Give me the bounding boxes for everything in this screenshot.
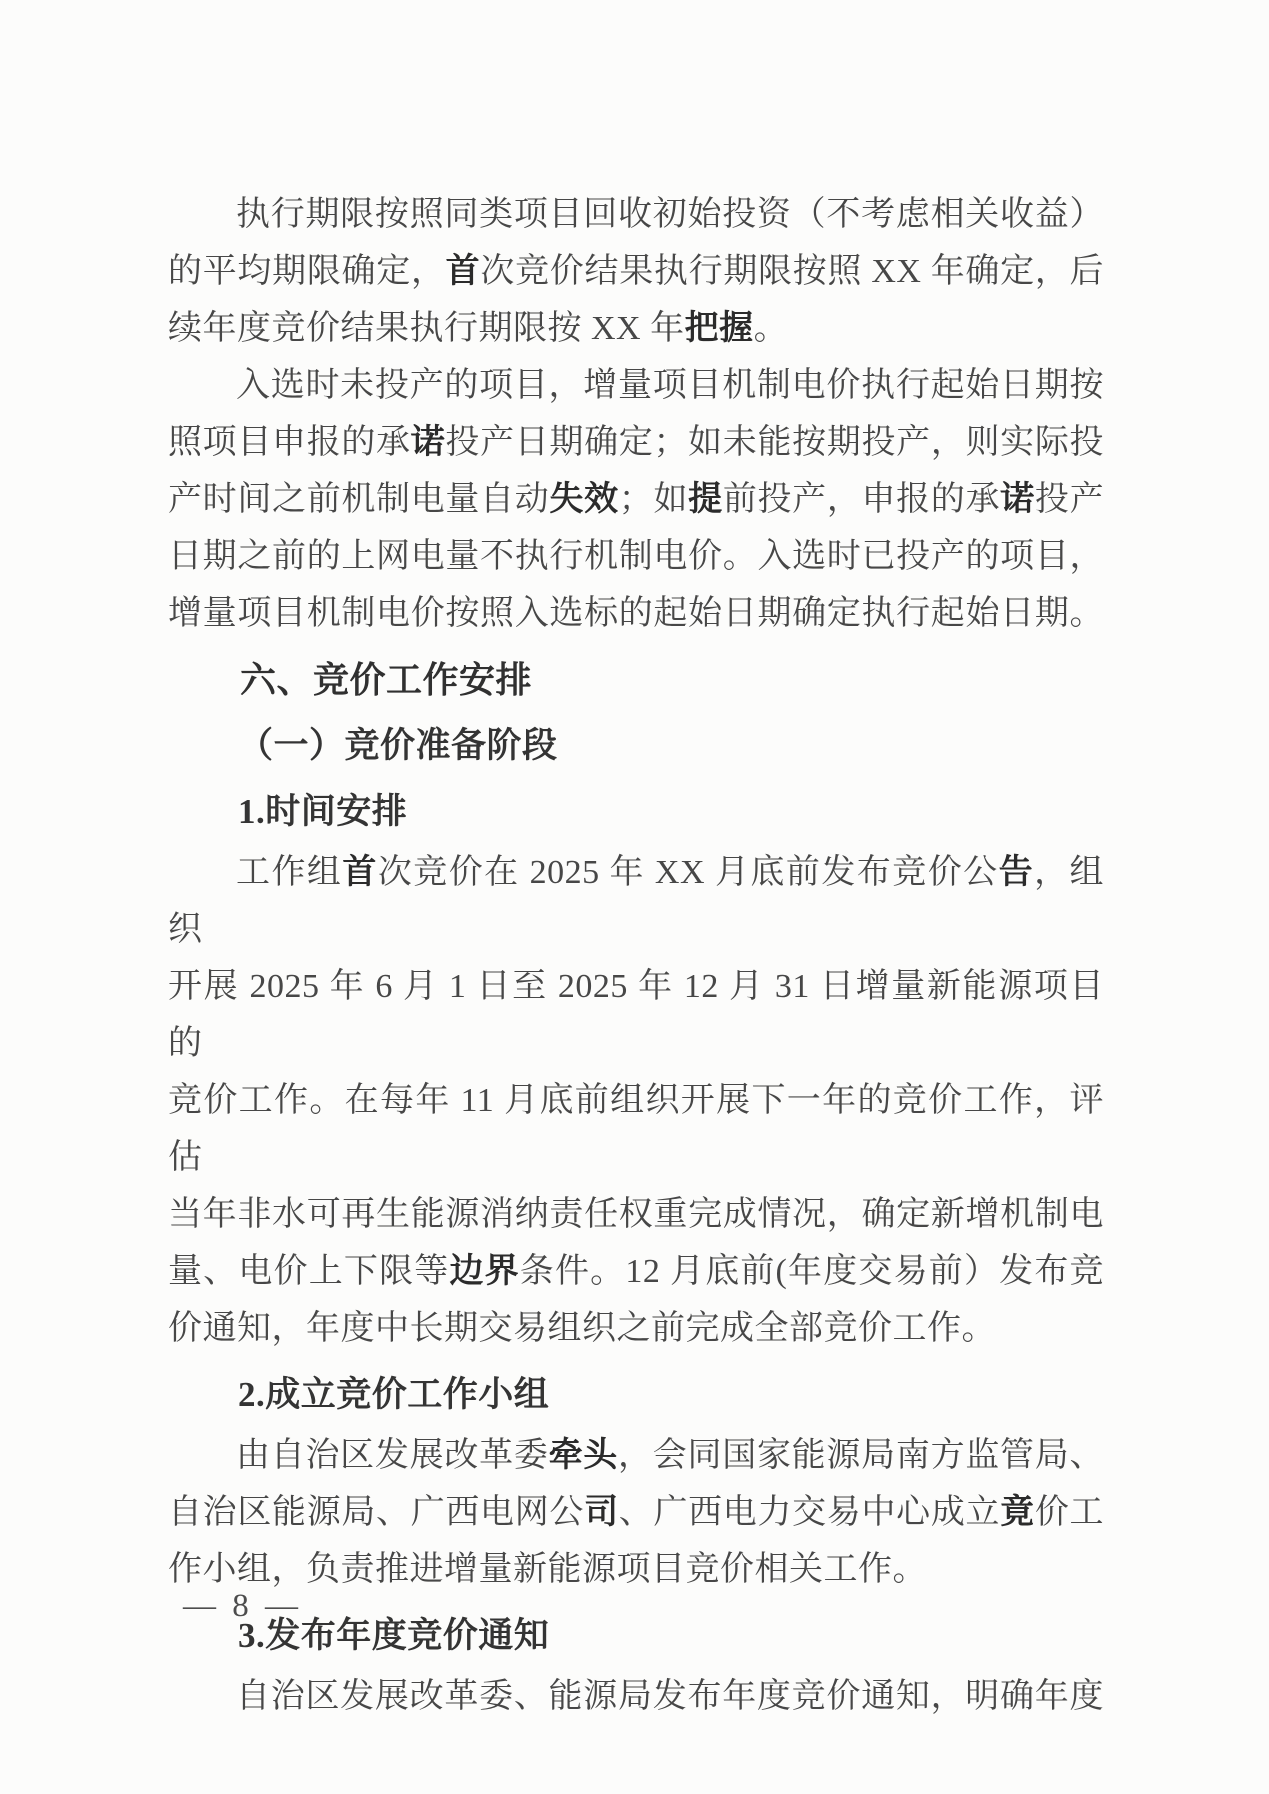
bold-text: 牵头 (548, 1436, 619, 1474)
body-text: 六、竞价工作安排 (240, 659, 533, 700)
page-number: — 8 — (183, 1588, 302, 1624)
bold-text: 竟 (1000, 1493, 1035, 1531)
bold-text: 司 (584, 1493, 619, 1531)
body-text: 自治区能源局、广西电网公 (168, 1494, 585, 1531)
bold-text: 首 (445, 252, 481, 290)
text-line (168, 844, 1104, 958)
body-text: 增量项目机制电价按照入选标的起始日期确定执行起始日期。 (168, 595, 1104, 632)
body-text: 作小组，负责推进增量新能源项目竞价相关工作。 (168, 1551, 927, 1588)
paragraph-annual-notice (168, 1668, 1104, 1725)
text-line (168, 717, 1104, 774)
text-line (168, 357, 1104, 414)
text-line (168, 1300, 1104, 1357)
body-text: ；如 (618, 481, 689, 518)
body-text: 1.时间安排 (238, 792, 408, 831)
text-line (168, 1541, 1104, 1598)
text-line (168, 1607, 1104, 1664)
text-line (168, 1186, 1104, 1243)
text-line (168, 471, 1104, 528)
body-text: （一）竞价准备阶段 (238, 726, 558, 765)
body-text: 执行期限按照同类项目回收初始投资（不考虑相关收益） (236, 196, 1104, 233)
body-text: 次竞价在 2025 年 XX 月底前发布竞价公 (377, 854, 999, 891)
body-text: 工作组 (236, 854, 343, 891)
bold-text: 诺 (1000, 480, 1035, 518)
body-text: 条件。12 月底前(年度交易前）发布竞 (519, 1253, 1104, 1290)
text-line (168, 585, 1104, 642)
body-text: 当年非水可再生能源消纳责任权重完成情况，确定新增机制电 (168, 1196, 1104, 1233)
text-line (168, 186, 1104, 243)
body-text: 竞价工作。在每年 11 月底前组织开展下一年的竞价工作，评估 (168, 1082, 1104, 1176)
paragraph-start-date (168, 357, 1104, 642)
item-heading-3 (168, 1607, 1104, 1664)
body-text: 的平均期限确定， (168, 253, 446, 290)
paragraph-working-group (168, 1427, 1104, 1598)
body-text: 。 (753, 310, 789, 347)
body-text: 入选时未投产的项目，增量项目机制电价执行起始日期按 (236, 367, 1104, 404)
body-text: 照项目申报的承 (168, 424, 411, 461)
bold-text: 诺 (410, 423, 446, 461)
text-line (168, 651, 1104, 708)
body-text: 由自治区发展改革委 (236, 1437, 549, 1474)
body-text: 次竞价结果执行期限按照 XX 年确定，后 (480, 253, 1105, 290)
text-line (168, 243, 1104, 300)
text-line (168, 1427, 1104, 1484)
text-line (168, 1366, 1104, 1423)
body-text: 日期之前的上网电量不执行机制电价。入选时已投产的项目， (168, 538, 1104, 575)
body-text: 价工 (1034, 1494, 1105, 1531)
body-text: 续年度竞价结果执行期限按 XX 年 (168, 310, 685, 347)
subsection-heading-1 (168, 717, 1104, 774)
bold-text: 失效 (549, 480, 619, 518)
paragraph-execution-period (168, 186, 1104, 357)
body-text: 、广西电力交易中心成立 (618, 1494, 1001, 1531)
paragraph-time-arrangement (168, 844, 1104, 1357)
body-text: 量、电价上下限等 (168, 1253, 450, 1290)
body-text: ，会同国家能源局南方监管局、 (618, 1437, 1105, 1474)
body-text: 前投产，申报的承 (722, 481, 1001, 518)
bold-text: 边界 (449, 1252, 520, 1290)
text-line (168, 528, 1104, 585)
text-line (168, 783, 1104, 840)
body-text: 开展 2025 年 6 月 1 日至 2025 年 12 月 31 日增量新能源项目的 (168, 968, 1104, 1062)
bold-text: 首 (342, 853, 378, 891)
text-line (168, 414, 1104, 471)
body-text: 价通知，年度中长期交易组织之前完成全部竞价工作。 (168, 1310, 996, 1347)
text-line (168, 300, 1104, 357)
body-text: 产时间之前机制电量自动 (168, 481, 550, 518)
body-text: 投产日期确定；如未能按期投产，则实际投 (445, 424, 1105, 461)
section-heading-6 (168, 651, 1104, 708)
body-text: 自治区发展改革委、能源局发布年度竞价通知，明确年度 (236, 1678, 1104, 1715)
bold-text: 提 (688, 480, 723, 518)
body-text: ，组织 (168, 854, 1105, 948)
bold-text: 告 (998, 853, 1035, 891)
item-heading-2 (168, 1366, 1104, 1423)
body-text: 2.成立竞价工作小组 (238, 1375, 550, 1414)
body-text: 投产 (1034, 481, 1105, 518)
text-line (168, 1668, 1104, 1725)
document-body (168, 186, 1104, 1725)
bold-text: 把握 (684, 309, 754, 347)
body-text: 3.发布年度竞价通知 (238, 1616, 550, 1655)
text-line (168, 1243, 1104, 1300)
text-line (168, 1072, 1104, 1186)
text-line (168, 1484, 1104, 1541)
text-line (168, 958, 1104, 1072)
item-heading-1 (168, 783, 1104, 840)
